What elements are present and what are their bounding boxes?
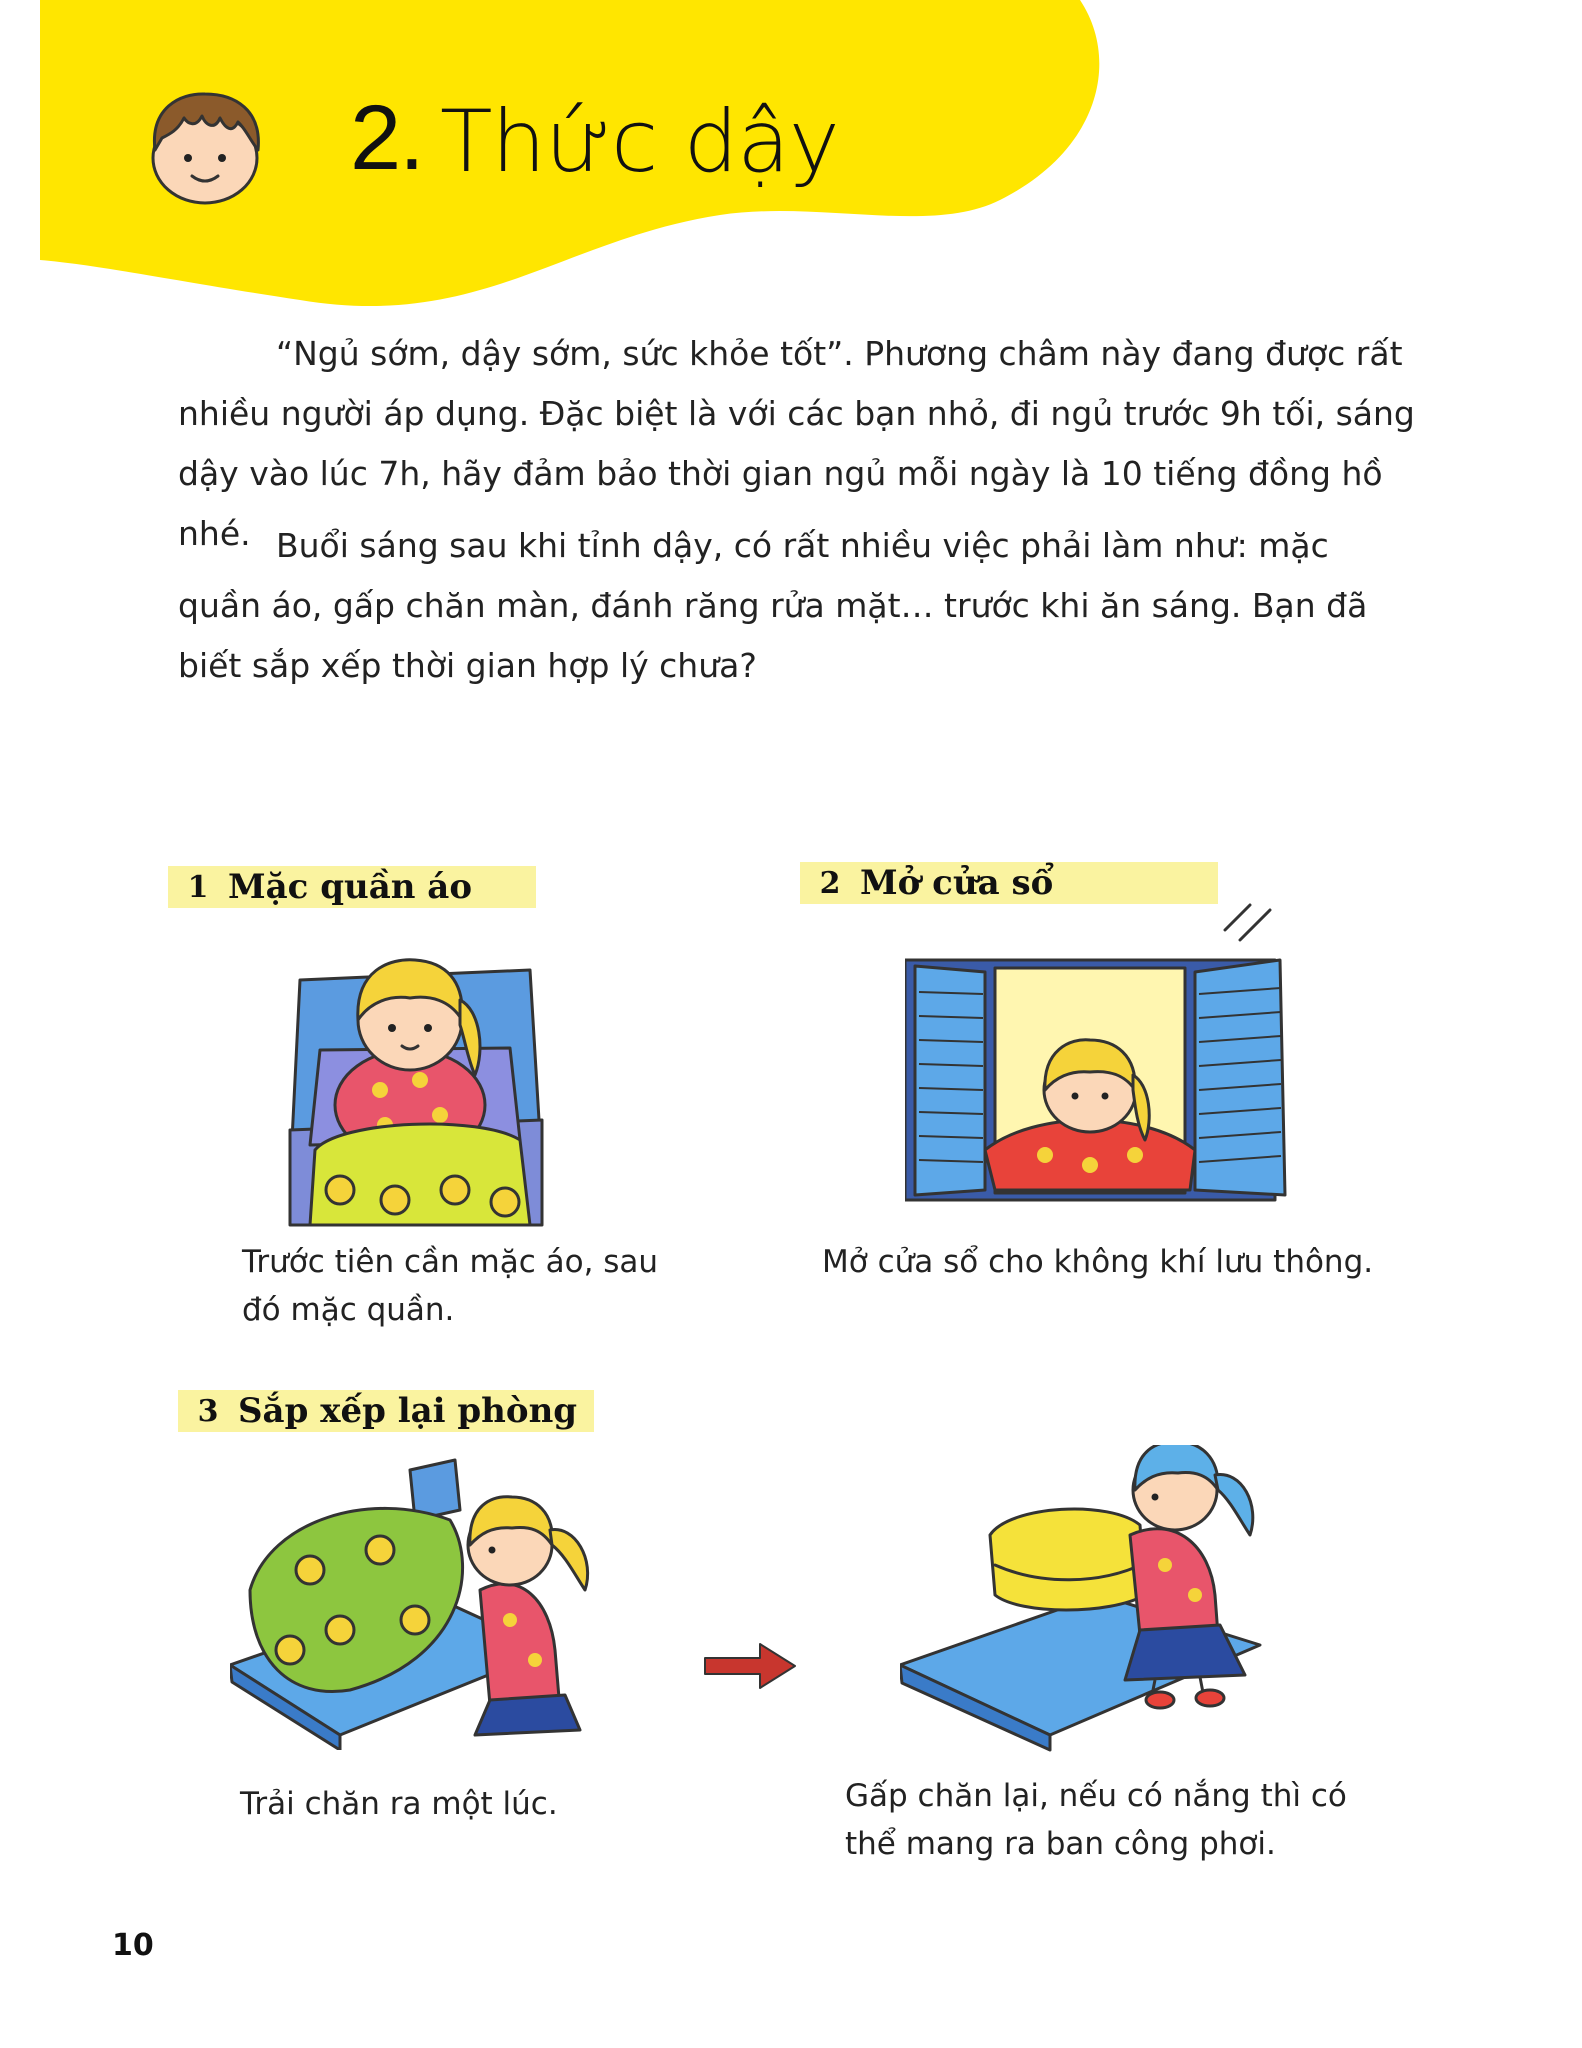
step-1-label bbox=[168, 866, 536, 908]
step-2-label bbox=[800, 862, 1218, 904]
step-3-caption-2: Gấp chăn lại, nếu có nắng thì có thể mang ra ban công phơi. bbox=[845, 1778, 1347, 1862]
arrow-right-icon bbox=[700, 1638, 800, 1694]
intro-paragraph-2: Buổi sáng sau khi tỉnh dậy, có rất nhiều việc phải làm như: mặc quần áo, gấp chăn màn, đánh răng rửa mặt… trước khi ăn sáng. Bạn đã biết sắp xếp thời gian hợp lý chưa? bbox=[178, 526, 1368, 685]
girl-at-window-illustration bbox=[905, 900, 1305, 1210]
step-2-number: 2 bbox=[819, 865, 841, 901]
girl-in-bed-illustration bbox=[280, 940, 550, 1230]
boy-face-icon bbox=[140, 88, 270, 208]
step-1-title: Mặc quần áo bbox=[228, 867, 472, 907]
girl-spreading-blanket-illustration bbox=[230, 1450, 640, 1750]
step-3-title: Sắp xếp lại phòng bbox=[238, 1391, 578, 1431]
step-3-label bbox=[178, 1390, 594, 1432]
step-3-caption-1: Trải chăn ra một lúc. bbox=[240, 1786, 558, 1822]
step-1-caption: Trước tiên cần mặc áo, sau đó mặc quần. bbox=[242, 1244, 659, 1328]
page-number: 10 bbox=[112, 1928, 154, 1963]
intro-paragraph-1: “Ngủ sớm, dậy sớm, sức khỏe tốt”. Phương châm này đang được rất nhiều người áp dụng. Đặc biệt là với các bạn nhỏ, đi ngủ trước 9h tối, sáng dậy vào lúc 7h, hãy đảm bảo thời gian ngủ mỗi ngày là 10 tiếng đồng hồ nhé. bbox=[178, 334, 1415, 553]
step-2-caption: Mở cửa sổ cho không khí lưu thông. bbox=[822, 1244, 1374, 1280]
step-3-number: 3 bbox=[197, 1393, 219, 1429]
step-1-number: 1 bbox=[187, 869, 209, 905]
chapter-number: 2. bbox=[350, 87, 423, 189]
girl-folding-blanket-illustration bbox=[900, 1445, 1350, 1755]
chapter-title: Thức dậy bbox=[440, 92, 839, 192]
step-2-title: Mở cửa sổ bbox=[860, 863, 1054, 903]
